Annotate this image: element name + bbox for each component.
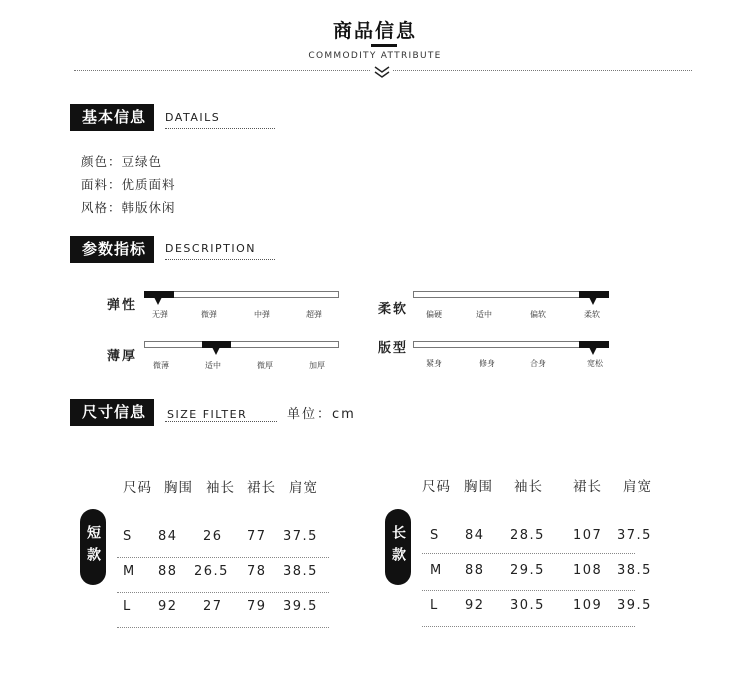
table-header: 肩宽 bbox=[623, 479, 652, 495]
param-marker-icon bbox=[589, 297, 597, 305]
title-underline bbox=[371, 44, 397, 47]
table-cell: 88 bbox=[465, 563, 485, 578]
info-value: 优质面料 bbox=[121, 177, 176, 192]
table-cell: 78 bbox=[247, 564, 267, 579]
param-marker-icon bbox=[589, 347, 597, 355]
table-cell: 108 bbox=[573, 563, 603, 578]
param-label-fit: 版型 bbox=[378, 341, 409, 356]
param-scale-thickness bbox=[144, 341, 339, 348]
table-cell: 26 bbox=[203, 529, 223, 544]
table-header: 裙长 bbox=[573, 479, 602, 495]
table-cell: 26.5 bbox=[194, 564, 229, 579]
table-header: 袖长 bbox=[514, 479, 543, 495]
param-option: 微薄 bbox=[153, 361, 169, 370]
table-header: 裙长 bbox=[247, 480, 276, 496]
table-cell: 79 bbox=[247, 599, 267, 614]
info-value: 韩版休闲 bbox=[121, 200, 176, 215]
section-label-basic: 基本信息 bbox=[72, 104, 154, 131]
row-divider bbox=[117, 592, 329, 593]
section-divider bbox=[165, 259, 275, 260]
section-label-params: 参数指标 bbox=[72, 236, 154, 263]
table-cell: 92 bbox=[465, 598, 485, 613]
section-label-size-en: SIZE FILTER bbox=[167, 408, 248, 421]
table-cell: 39.5 bbox=[283, 599, 318, 614]
param-scale-softness bbox=[413, 291, 609, 298]
param-option: 无弹 bbox=[152, 310, 168, 319]
param-option: 宽松 bbox=[587, 359, 603, 368]
table-cell: 38.5 bbox=[617, 563, 652, 578]
table-cell: 37.5 bbox=[617, 528, 652, 543]
row-divider bbox=[117, 557, 329, 558]
info-style bbox=[81, 198, 176, 216]
param-marker-icon bbox=[154, 297, 162, 305]
param-option: 适中 bbox=[476, 310, 492, 319]
unit-label: 单位：cm bbox=[287, 407, 356, 422]
info-key: 颜色： bbox=[81, 154, 122, 169]
table-cell: 109 bbox=[573, 598, 603, 613]
table-cell: 77 bbox=[247, 529, 267, 544]
table-cell: 84 bbox=[465, 528, 485, 543]
param-option: 微弹 bbox=[201, 310, 217, 319]
param-option: 偏软 bbox=[530, 310, 546, 319]
style-badge-text: 短款 bbox=[85, 525, 101, 569]
table-cell: 88 bbox=[158, 564, 178, 579]
table-cell: M bbox=[123, 564, 136, 579]
param-label-softness: 柔软 bbox=[378, 302, 409, 317]
table-cell: 37.5 bbox=[283, 529, 318, 544]
table-header: 尺码 bbox=[422, 479, 451, 495]
param-scale-elasticity bbox=[144, 291, 339, 298]
row-divider bbox=[117, 627, 329, 628]
param-option: 加厚 bbox=[309, 361, 325, 370]
param-option: 合身 bbox=[530, 359, 546, 368]
param-option: 中弹 bbox=[254, 310, 270, 319]
param-option: 超弹 bbox=[306, 310, 322, 319]
info-key: 风格： bbox=[81, 200, 122, 215]
info-color bbox=[81, 152, 162, 170]
style-badge-short bbox=[80, 509, 106, 585]
section-divider bbox=[165, 421, 277, 422]
table-cell: S bbox=[123, 529, 133, 544]
table-cell: 92 bbox=[158, 599, 178, 614]
double-chevron-down-icon bbox=[371, 64, 393, 80]
table-header: 胸围 bbox=[164, 480, 193, 496]
table-cell: 84 bbox=[158, 529, 178, 544]
row-divider bbox=[422, 626, 635, 627]
table-cell: 30.5 bbox=[510, 598, 545, 613]
param-label-thickness: 薄厚 bbox=[107, 349, 138, 364]
page-subtitle: COMMODITY ATTRIBUTE bbox=[308, 51, 442, 61]
table-cell: S bbox=[430, 528, 440, 543]
table-header: 袖长 bbox=[206, 480, 235, 496]
style-badge-long bbox=[385, 509, 411, 585]
section-label-params-en: DESCRIPTION bbox=[165, 242, 256, 255]
table-cell: 27 bbox=[203, 599, 223, 614]
page-title: 商品信息 bbox=[332, 20, 417, 42]
param-option: 适中 bbox=[205, 361, 221, 370]
table-cell: 107 bbox=[573, 528, 603, 543]
table-header: 肩宽 bbox=[289, 480, 318, 496]
section-label-basic-en: DATAILS bbox=[165, 111, 221, 124]
row-divider bbox=[422, 553, 635, 554]
param-option: 微厚 bbox=[257, 361, 273, 370]
param-scale-fit bbox=[413, 341, 609, 348]
table-cell: 29.5 bbox=[510, 563, 545, 578]
table-cell: M bbox=[430, 563, 443, 578]
table-header: 尺码 bbox=[123, 480, 152, 496]
param-option: 柔软 bbox=[584, 310, 600, 319]
info-key: 面料： bbox=[81, 177, 122, 192]
param-label-elasticity: 弹性 bbox=[107, 298, 138, 313]
row-divider bbox=[422, 590, 635, 591]
info-fabric bbox=[81, 175, 176, 193]
table-cell: 28.5 bbox=[510, 528, 545, 543]
info-value: 豆绿色 bbox=[121, 154, 163, 169]
param-option: 偏硬 bbox=[426, 310, 442, 319]
param-marker-icon bbox=[212, 347, 220, 355]
table-cell: 38.5 bbox=[283, 564, 318, 579]
table-cell: L bbox=[123, 599, 132, 614]
style-badge-text: 长款 bbox=[390, 525, 406, 569]
table-header: 胸围 bbox=[464, 479, 493, 495]
param-option: 紧身 bbox=[426, 359, 442, 368]
param-option: 修身 bbox=[479, 359, 495, 368]
table-cell: 39.5 bbox=[617, 598, 652, 613]
section-label-size: 尺寸信息 bbox=[72, 399, 154, 426]
table-cell: L bbox=[430, 598, 439, 613]
section-divider bbox=[165, 128, 275, 129]
